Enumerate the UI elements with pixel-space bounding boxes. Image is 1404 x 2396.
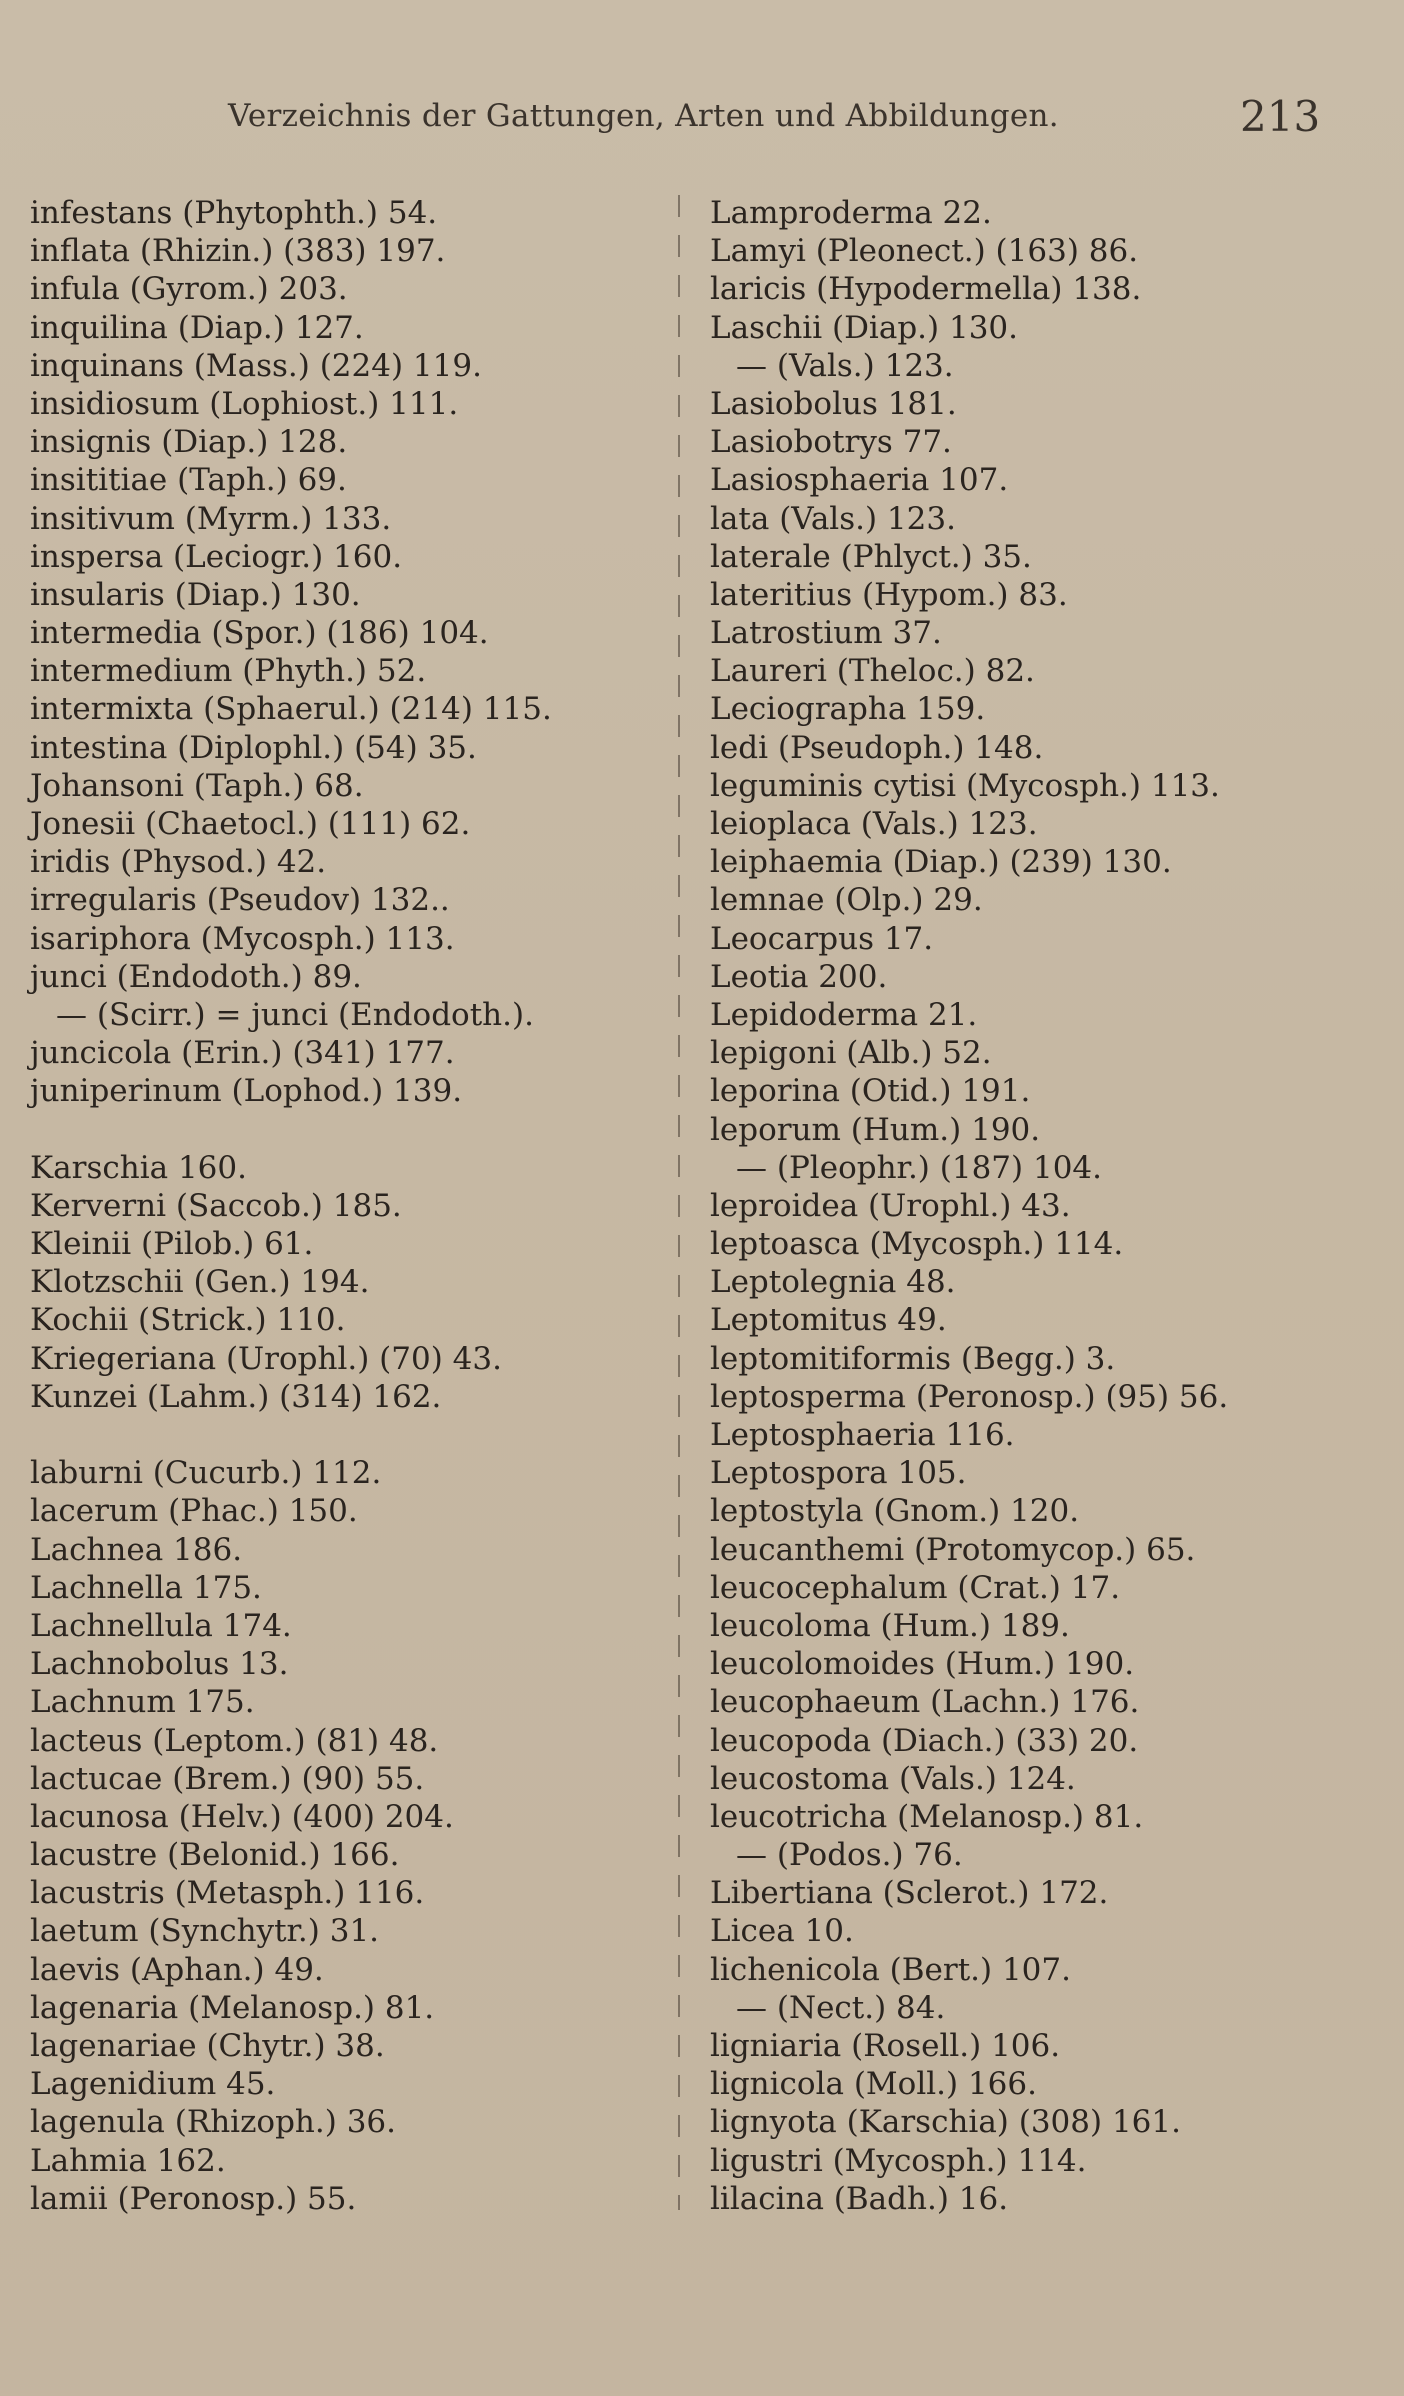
index-entry: lichenicola (Bert.) 107. (710, 1951, 1071, 1988)
index-entry: lata (Vals.) 123. (710, 500, 956, 537)
index-entry: laterale (Phlyct.) 35. (710, 538, 1032, 575)
index-entry: Lasiobotrys 77. (710, 424, 952, 461)
index-entry: intermedia (Spor.) (186) 104. (30, 615, 489, 652)
index-entry: leucotricha (Melanosp.) 81. (710, 1798, 1144, 1835)
index-entry: leucoloma (Hum.) 189. (710, 1607, 1070, 1644)
index-entry: laburni (Cucurb.) 112. (30, 1455, 382, 1492)
index-entry: Leptolegnia 48. (710, 1264, 956, 1301)
index-entry: — (Nect.) 84. (736, 1989, 946, 2026)
index-entry: Lachnea 186. (30, 1531, 243, 1568)
column-divider (678, 195, 680, 2210)
index-entry: Lachnellula 174. (30, 1607, 292, 1644)
index-entry: laricis (Hypodermella) 138. (710, 271, 1142, 308)
index-entry: lacustre (Belonid.) 166. (30, 1837, 400, 1874)
index-entry: leioplaca (Vals.) 123. (710, 806, 1038, 842)
index-entry: Klotzschii (Gen.) 194. (30, 1264, 370, 1301)
index-entry: Lahmia 162. (30, 2142, 226, 2179)
index-entry: insititiae (Taph.) 69. (30, 462, 347, 499)
index-entry: leptosperma (Peronosp.) (95) 56. (710, 1378, 1229, 1415)
index-entry: lamii (Peronosp.) 55. (30, 2180, 357, 2217)
index-column-right (710, 194, 1390, 2218)
index-entry: Kriegeriana (Urophl.) (70) 43. (30, 1340, 502, 1377)
index-entry: lacerum (Phac.) 150. (30, 1493, 358, 1530)
index-entry: laevis (Aphan.) 49. (30, 1951, 324, 1988)
index-entry: Lepidoderma 21. (710, 996, 978, 1033)
index-entry: lagenula (Rhizoph.) 36. (30, 2104, 396, 2141)
index-entry: ledi (Pseudoph.) 148. (710, 729, 1044, 766)
index-entry: ligustri (Mycosph.) 114. (710, 2142, 1087, 2179)
index-entry: Johansoni (Taph.) 68. (30, 767, 364, 804)
page-number: 213 (1240, 92, 1321, 141)
index-entry: Kerverni (Saccob.) 185. (30, 1187, 402, 1224)
index-entry: leucanthemi (Protomycop.) 65. (710, 1531, 1196, 1568)
index-entry: infestans (Phytophth.) 54. (30, 195, 438, 231)
index-entry: Libertiana (Sclerot.) 172. (710, 1875, 1109, 1912)
index-entry: Licea 10. (710, 1913, 854, 1950)
index-entry: Laschii (Diap.) 130. (710, 309, 1019, 346)
index-entry: lemnae (Olp.) 29. (710, 882, 983, 919)
index-entry: Leptospora 105. (710, 1455, 967, 1492)
index-entry: lacustris (Metasph.) 116. (30, 1875, 425, 1912)
index-entry: Leciographa 159. (710, 691, 986, 728)
index-entry: intermixta (Sphaerul.) (214) 115. (30, 691, 552, 728)
index-entry: — (Podos.) 76. (736, 1837, 963, 1874)
index-entry: Lasiobolus 181. (710, 385, 957, 422)
index-entry: leucophaeum (Lachn.) 176. (710, 1684, 1140, 1721)
index-entry: Leotia 200. (710, 958, 888, 995)
index-entry: leucolomoides (Hum.) 190. (710, 1646, 1135, 1683)
index-entry: lateritius (Hypom.) 83. (710, 576, 1068, 613)
index-entry: juniperinum (Lophod.) 139. (30, 1073, 463, 1110)
index-entry: insitivum (Myrm.) 133. (30, 500, 392, 537)
index-entry: Leptomitus 49. (710, 1302, 947, 1339)
index-entry: — (Pleophr.) (187) 104. (736, 1149, 1102, 1186)
index-entry: isariphora (Mycosph.) 113. (30, 920, 455, 957)
index-column-left (30, 194, 670, 2218)
index-entry: lagenariae (Chytr.) 38. (30, 2028, 385, 2064)
running-title: Verzeichnis der Gattungen, Arten und Abbildungen. (228, 98, 1059, 134)
index-entry: leiphaemia (Diap.) (239) 130. (710, 844, 1172, 881)
index-entry: Lachnobolus 13. (30, 1646, 289, 1683)
index-entry: Jonesii (Chaetocl.) (111) 62. (30, 806, 471, 842)
index-entry: Leptosphaeria 116. (710, 1417, 1015, 1453)
index-entry: lignyota (Karschia) (308) 161. (710, 2104, 1181, 2141)
index-entry: Leocarpus 17. (710, 920, 934, 957)
index-entry: lilacina (Badh.) 16. (710, 2180, 1009, 2217)
index-entry: Laureri (Theloc.) 82. (710, 653, 1035, 690)
index-entry: lignicola (Moll.) 166. (710, 2066, 1037, 2103)
index-entry: Lamproderma 22. (710, 195, 992, 231)
index-entry: inflata (Rhizin.) (383) 197. (30, 233, 446, 270)
index-entry: leptomitiformis (Begg.) 3. (710, 1340, 1116, 1377)
index-entry: insignis (Diap.) 128. (30, 424, 348, 461)
index-entry: leproidea (Urophl.) 43. (710, 1187, 1071, 1224)
index-entry: insidiosum (Lophiost.) 111. (30, 385, 459, 422)
index-entry: leporina (Otid.) 191. (710, 1073, 1031, 1110)
index-entry: leptoasca (Mycosph.) 114. (710, 1226, 1124, 1263)
index-entry: insularis (Diap.) 130. (30, 576, 361, 613)
index-entry: Kleinii (Pilob.) 61. (30, 1226, 314, 1263)
index-entry: — (Scirr.) = junci (Endodoth.). (56, 996, 534, 1033)
index-entry: intestina (Diplophl.) (54) 35. (30, 729, 477, 766)
index-entry: leucocephalum (Crat.) 17. (710, 1569, 1121, 1606)
index-entry: inspersa (Leciogr.) 160. (30, 538, 403, 575)
index-entry: Karschia 160. (30, 1149, 247, 1186)
index-entry: leguminis cytisi (Mycosph.) 113. (710, 767, 1220, 804)
index-entry: intermedium (Phyth.) 52. (30, 653, 427, 690)
index-entry: Lasiosphaeria 107. (710, 462, 1009, 499)
index-entry: Lamyi (Pleonect.) (163) 86. (710, 233, 1139, 270)
index-entry: lepigoni (Alb.) 52. (710, 1035, 992, 1072)
index-entry: inquilina (Diap.) 127. (30, 309, 364, 346)
index-entry: lagenaria (Melanosp.) 81. (30, 1989, 435, 2026)
index-entry: Lachnum 175. (30, 1684, 255, 1721)
index-entry: lactucae (Brem.) (90) 55. (30, 1760, 425, 1797)
index-entry: Latrostium 37. (710, 615, 942, 652)
index-entry: leucostoma (Vals.) 124. (710, 1760, 1076, 1797)
index-entry: Kunzei (Lahm.) (314) 162. (30, 1378, 442, 1415)
index-entry: ligniaria (Rosell.) 106. (710, 2028, 1061, 2064)
index-entry: Kochii (Strick.) 110. (30, 1302, 346, 1339)
index-entry: inquinans (Mass.) (224) 119. (30, 347, 482, 384)
index-entry: lacunosa (Helv.) (400) 204. (30, 1798, 454, 1835)
index-entry: iridis (Physod.) 42. (30, 844, 327, 881)
index-entry: laetum (Synchytr.) 31. (30, 1913, 380, 1950)
index-entry: — (Vals.) 123. (736, 347, 954, 384)
index-entry: leucopoda (Diach.) (33) 20. (710, 1722, 1139, 1759)
index-entry: lacteus (Leptom.) (81) 48. (30, 1722, 439, 1759)
index-entry: Lachnella 175. (30, 1569, 262, 1606)
index-entry: leporum (Hum.) 190. (710, 1111, 1041, 1148)
index-entry: Lagenidium 45. (30, 2066, 276, 2103)
index-entry: juncicola (Erin.) (341) 177. (30, 1035, 455, 1072)
index-entry: leptostyla (Gnom.) 120. (710, 1493, 1080, 1530)
index-entry: irregularis (Pseudov) 132.. (30, 882, 450, 919)
index-entry: infula (Gyrom.) 203. (30, 271, 348, 308)
index-entry: junci (Endodoth.) 89. (30, 958, 362, 995)
